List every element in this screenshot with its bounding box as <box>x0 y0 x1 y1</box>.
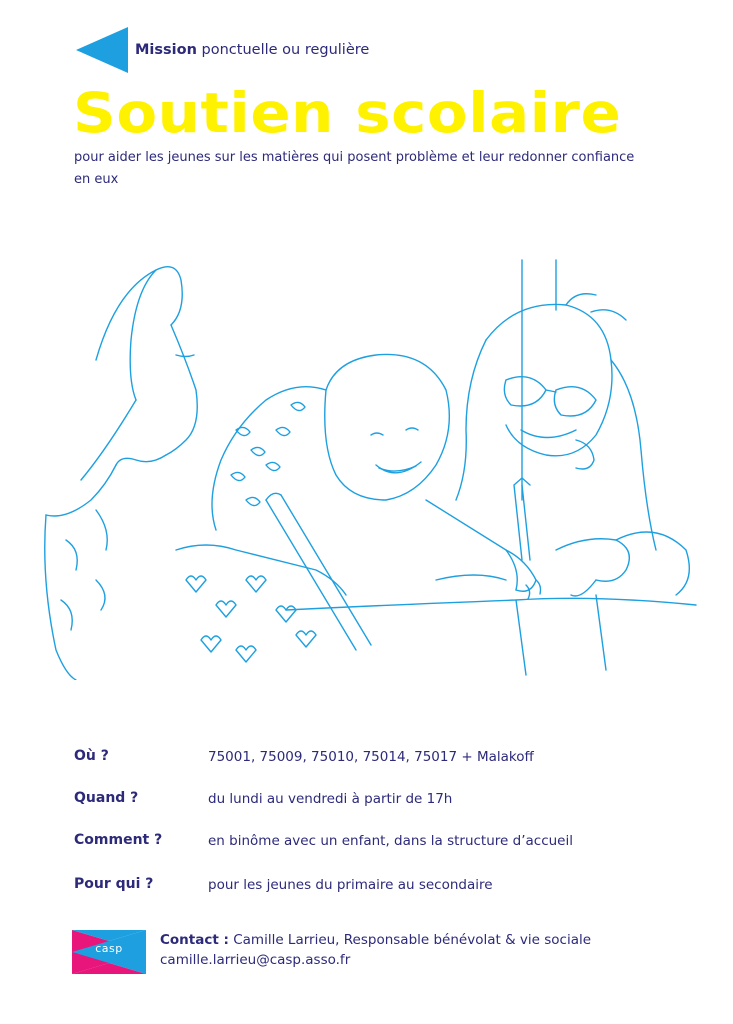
page-subtitle: pour aider les jeunes sur les matières qui posent problème et leur redonner confiance en eux <box>74 150 635 187</box>
detail-row-when <box>74 790 674 808</box>
detail-row-how <box>74 832 674 850</box>
detail-row-who <box>74 876 674 894</box>
detail-label: Quand ? <box>74 790 139 806</box>
tutoring-illustration <box>36 250 701 680</box>
mission-header <box>76 27 369 73</box>
mission-label: Mission <box>135 42 197 58</box>
detail-label: Pour qui ? <box>74 876 154 892</box>
mission-type <box>135 42 369 58</box>
casp-logo <box>72 930 146 974</box>
detail-row-where <box>74 748 674 766</box>
contact-info <box>160 930 591 970</box>
blue-flag-icon <box>76 27 128 73</box>
detail-value: pour les jeunes du primaire au secondaire <box>208 877 493 893</box>
contact-label: Contact : <box>160 932 229 948</box>
page-title: Soutien scolaire <box>73 81 622 145</box>
detail-value: 75001, 75009, 75010, 75014, 75017 + Malakoff <box>208 749 534 765</box>
mission-frequency: ponctuelle ou regulière <box>201 42 370 58</box>
contact-name: Camille Larrieu, Responsable bénévolat & vie sociale <box>233 932 592 948</box>
contact-line <box>160 930 591 950</box>
contact-email[interactable]: camille.larrieu@casp.asso.fr <box>160 952 351 968</box>
casp-logo-text: casp <box>95 942 123 955</box>
footer <box>72 930 591 974</box>
detail-value: du lundi au vendredi à partir de 17h <box>208 791 453 807</box>
detail-value: en binôme avec un enfant, dans la structure d’accueil <box>208 833 573 849</box>
detail-label: Comment ? <box>74 832 163 848</box>
detail-label: Où ? <box>74 748 109 764</box>
